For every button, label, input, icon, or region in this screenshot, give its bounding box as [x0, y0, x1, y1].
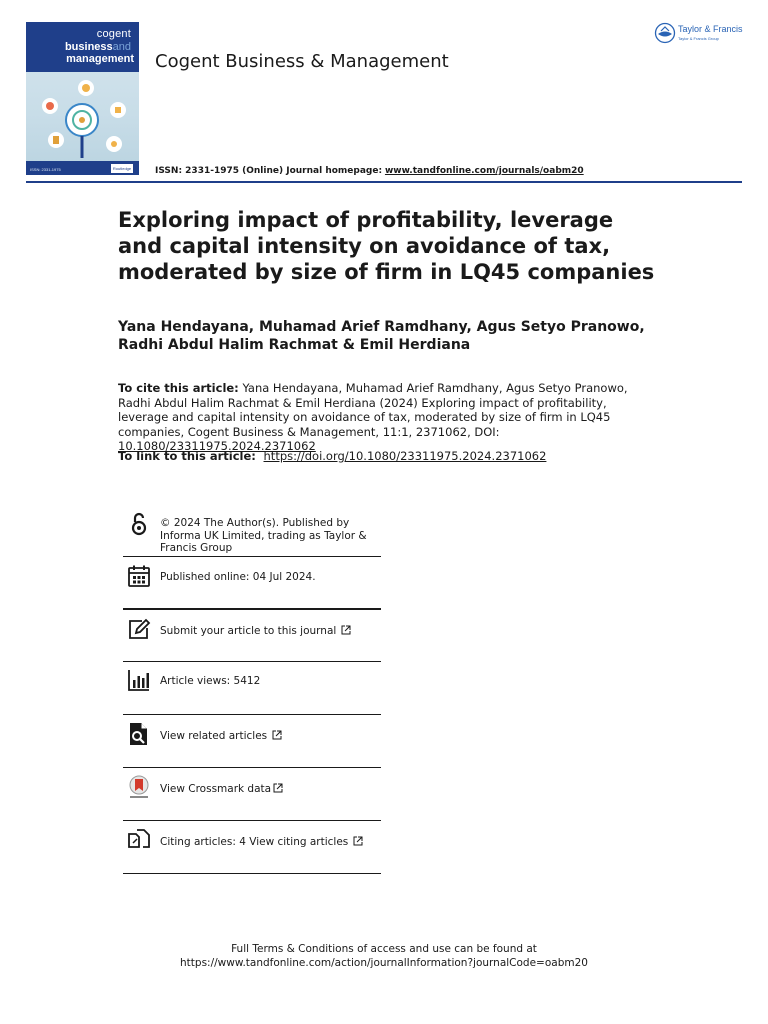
journal-title: Cogent Business & Management — [155, 51, 449, 72]
info-divider — [123, 661, 381, 662]
external-link-icon — [353, 836, 363, 846]
related-articles-link[interactable]: View related articles — [160, 730, 385, 743]
issn-label: ISSN: 2331-1975 (Online) Journal homepage: — [155, 166, 383, 176]
citing-articles-row[interactable] — [123, 828, 381, 858]
external-link-icon — [341, 625, 351, 635]
citation-block — [118, 381, 658, 454]
info-divider — [123, 767, 381, 768]
citing-documents-icon — [127, 828, 151, 852]
taylor-francis-logo[interactable] — [654, 22, 746, 46]
external-link-icon — [273, 783, 283, 793]
terms-footer — [0, 942, 768, 970]
article-views-row — [123, 668, 381, 698]
info-divider — [123, 873, 381, 874]
taylor-francis-group: Taylor & Francis Group — [678, 36, 719, 41]
taylor-francis-logo-icon — [654, 22, 676, 44]
journal-homepage-link[interactable]: www.tandfonline.com/journals/oabm20 — [384, 166, 584, 176]
terms-footer-text: Full Terms & Conditions of access and use can be found at — [231, 943, 537, 955]
article-link-line — [118, 449, 546, 463]
info-divider — [123, 714, 381, 715]
crossmark-icon — [127, 775, 151, 799]
journal-cover-image — [26, 22, 139, 175]
info-divider — [123, 820, 381, 821]
submit-article-link[interactable]: Submit your article to this journal — [160, 625, 385, 638]
header-divider — [26, 181, 742, 183]
related-articles-row[interactable] — [123, 722, 381, 752]
citation-label: To cite this article: — [118, 381, 239, 395]
info-divider — [123, 556, 381, 557]
document-search-icon — [127, 722, 151, 746]
open-access-icon — [127, 512, 151, 536]
citation-doi-link[interactable]: 10.1080/23311975.2024.2371062 — [118, 439, 316, 453]
cover-illustration — [26, 72, 139, 162]
article-title: Exploring impact of profitability, leverage and capital intensity on avoidance of tax, moderated by size of firm in LQ45 companies — [118, 208, 655, 284]
calendar-icon — [127, 564, 151, 588]
cover-publisher-mark: Routledge — [112, 166, 132, 171]
article-views-count: Article views: 5412 — [160, 675, 261, 687]
bar-chart-icon — [127, 668, 151, 692]
published-row — [123, 563, 381, 603]
article-doi-link[interactable]: https://doi.org/10.1080/23311975.2024.2371062 — [263, 449, 547, 463]
article-link-label: To link to this article: — [118, 449, 256, 463]
edit-icon — [127, 617, 151, 641]
article-authors: Yana Hendayana, Muhamad Arief Ramdhany, Agus Setyo Pranowo, Radhi Abdul Halim Rachmat & Emil Herdiana — [118, 319, 645, 353]
crossmark-row[interactable] — [123, 775, 381, 805]
citation-text: Yana Hendayana, Muhamad Arief Ramdhany, Agus Setyo Pranowo, Radhi Abdul Halim Rachmat & Emil Herdiana (2024) Exploring impact of profitability, leverage and capital intensity on avoidance of tax, moderated by size of firm in LQ45 companies, Cogent Business & Management, 11:1, 2371062, DOI: — [118, 381, 628, 439]
open-access-text: © 2024 The Author(s). Published by Informa UK Limited, trading as Taylor & Francis Group — [160, 517, 367, 554]
taylor-francis-name: Taylor & Francis — [678, 24, 743, 34]
issn-homepage-line — [155, 166, 584, 176]
citing-articles-link[interactable]: Citing articles: 4 View citing articles — [160, 836, 385, 849]
cover-management-text: management — [66, 53, 134, 65]
info-divider — [123, 608, 381, 610]
submit-article-row[interactable] — [123, 617, 381, 647]
published-date: Published online: 04 Jul 2024. — [160, 571, 316, 583]
cover-business-text: businessand — [64, 41, 131, 53]
cover-cogent-text: cogent — [96, 28, 131, 40]
terms-footer-url[interactable]: https://www.tandfonline.com/action/journalInformation?journalCode=oabm20 — [180, 957, 588, 969]
crossmark-link[interactable]: View Crossmark data — [160, 783, 385, 796]
cover-issn-text: ISSN: 2331-1975 — [30, 167, 61, 172]
external-link-icon — [272, 730, 282, 740]
open-access-row — [123, 512, 381, 556]
